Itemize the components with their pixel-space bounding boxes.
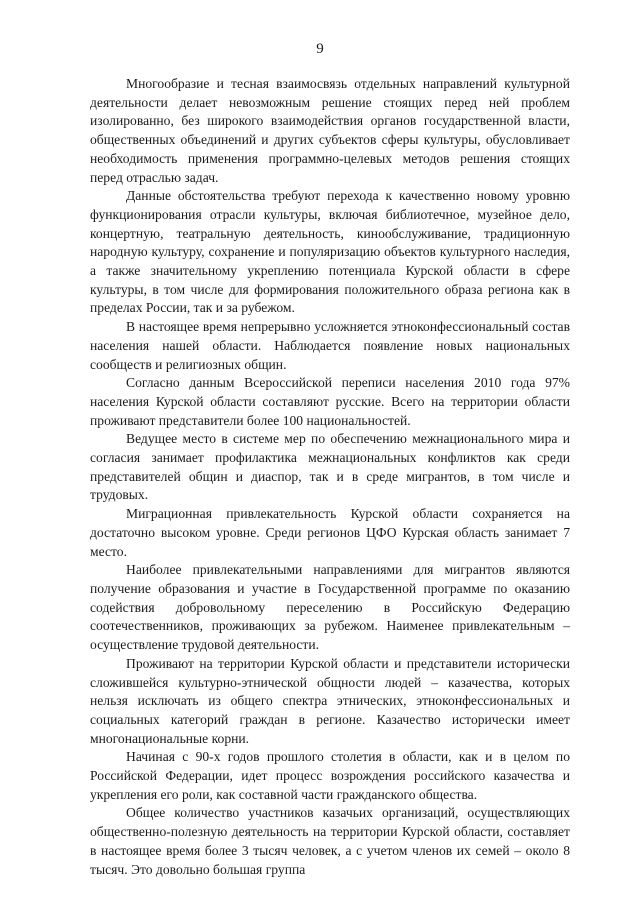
paragraph-census-data: Согласно данным Всероссийской переписи населения 2010 года 97% населения Курской области составляют русские. Всего на территории области проживают представители более 100 национальностей. xyxy=(90,375,570,428)
paragraph-cossack-revival: Начиная с 90-х годов прошлого столетия в области, как и в целом по Российской Федерации, идет процесс возрождения российского казачества и укрепления его роли, как составной части гражданского общества. xyxy=(90,749,570,802)
page-number: 9 xyxy=(316,41,324,57)
paragraph-migration-attractiveness: Миграционная привлекательность Курской области сохраняется на достаточно высоком уровне. Среди регионов ЦФО Курская область занимает 7 место. xyxy=(90,506,570,559)
paragraph-ethnic-composition: В настоящее время непрерывно усложняется этноконфессиональный состав населения нашей области. Наблюдается появление новых национальных сообществ и религиозных общин. xyxy=(90,319,570,372)
paragraph-new-level: Данные обстоятельства требуют перехода к качественно новому уровню функционирования отрасли культуры, включая библиотечное, музейное дело, концертную, театральную деятельность, кинообслуживание, традиционную народную культуру, сохранение и популяризацию объектов культурного наследия, а также значительному укреплению потенциала Курской области в сфере культуры, в том числе для формирования положительного образа региона как в пределах России, так и за рубежом. xyxy=(90,188,570,316)
paragraph-conflict-prevention: Ведущее место в системе мер по обеспечению межнационального мира и согласия занимает профилактика межнациональных конфликтов как среди представителей общин и диаспор, так и в среде мигрантов, в том числе и трудовых. xyxy=(90,431,570,503)
paragraph-cossacks: Проживают на территории Курской области и представители исторически сложившейся культурно-этнической общности людей – казачества, которых нельзя исключать из общего спектра этнических, этноконфессиональных и социальных категорий граждан в регионе. Казачество исторически имеет многонациональные корни. xyxy=(90,655,570,746)
paragraph-migrant-directions: Наиболее привлекательными направлениями для мигрантов являются получение образования и участие в Государственной программе по оказанию содействия добровольному переселению в Российскую Федерацию соотечественников, проживающих за рубежом. Наименее привлекательным – осуществление трудовой деятельности. xyxy=(90,562,570,653)
paragraph-cossack-count: Общее количество участников казачьих организаций, осуществляющих общественно-полезную деятельность на территории Курской области, составляет в настоящее время более 3 тысяч человек, а с учетом членов их семей – около 8 тысяч. Это довольно большая группа xyxy=(90,805,570,877)
paragraph-cultural-diversity: Многообразие и тесная взаимосвязь отдельных направлений культурной деятельности делает невозможным решение стоящих перед ней проблем изолированно, без широкого взаимодействия органов государственной власти, общественных объединений и других субъектов сферы культуры, обусловливает необходимость применения программно-целевых методов решения стоящих перед отраслью задач. xyxy=(90,76,570,185)
document-body xyxy=(90,75,570,879)
